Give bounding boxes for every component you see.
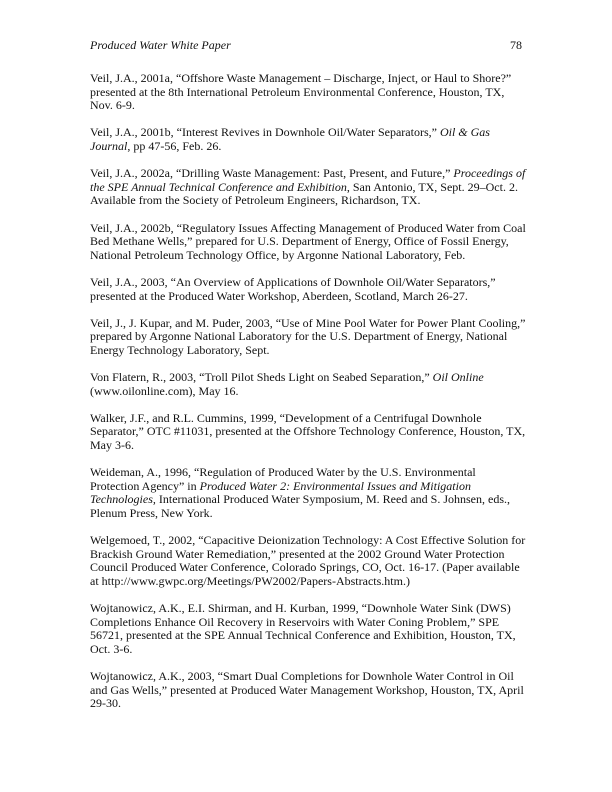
reference-text: (www.oilonline.com), May 16. bbox=[90, 383, 239, 398]
reference-entry bbox=[90, 126, 526, 153]
reference-text: Walker, J.F., and R.L. Cummins, 1999, “Development of a Centrifugal Downhole Separator,” OTC #11031, presented at the Offshore Technology Conference, Houston, TX, May 3-6. bbox=[90, 410, 526, 453]
reference-text: , pp 47-56, Feb. 26. bbox=[127, 138, 222, 153]
reference-entry bbox=[90, 222, 526, 263]
reference-entry bbox=[90, 371, 526, 398]
reference-text: Weideman, A., 1996, “Regulation of Produced Water by the U.S. Environmental Protection Agency” in bbox=[90, 465, 476, 493]
reference-text: Veil, J.A., 2002a, “Drilling Waste Management: Past, Present, and Future,” bbox=[90, 166, 454, 181]
reference-entry bbox=[90, 534, 526, 588]
reference-entry bbox=[90, 317, 526, 358]
reference-text: Wojtanowicz, A.K., 2003, “Smart Dual Completions for Downhole Water Control in Oil and Gas Wells,” presented at Produced Water Management Workshop, Houston, TX, April 29-30. bbox=[90, 669, 524, 711]
reference-text: Veil, J.A., 2002b, “Regulatory Issues Affecting Management of Produced Water from Coal Bed Methane Wells,” prepared for U.S. Department of Energy, Office of Fossil Energy, National Petroleum Technology Office, by Argonne National Laboratory, Feb. bbox=[90, 220, 526, 262]
reference-title-italic: Produced Water 2: Environmental Issues and Mitigation Technologies, bbox=[90, 478, 471, 507]
reference-text: Welgemoed, T., 2002, “Capacitive Deionization Technology: A Cost Effective Solution for Brackish Ground Water Remediation,” presented at the 2002 Ground Water Protection Council Produced Water Conference, Colorado Springs, CO, Oct. 16-17. (Paper available at http://www.gwpc.org/Meetings/PW2002/Papers-Abstracts.htm.) bbox=[90, 533, 526, 588]
reference-entry bbox=[90, 167, 526, 208]
reference-text: Veil, J.A., 2003, “An Overview of Applications of Downhole Oil/Water Separators,” presented at the Produced Water Workshop, Aberdeen, Scotland, March 26-27. bbox=[90, 274, 496, 303]
reference-title-italic: Oil Online bbox=[432, 370, 484, 385]
page-number: 78 bbox=[510, 38, 522, 52]
reference-entry bbox=[90, 670, 526, 711]
reference-text: Wojtanowicz, A.K., E.I. Shirman, and H. Kurban, 1999, “Downhole Water Sink (DWS) Completions Enhance Oil Recovery in Reservoirs with Water Coning Problem,” SPE 56721, presented at the SPE Annual Technical Conference and Exhibition, Houston, TX, Oct. 3-6. bbox=[90, 601, 516, 656]
reference-text: , San Antonio, TX, Sept. 29–Oct. 2. Available from the Society of Petroleum Engineers, Richardson, TX. bbox=[90, 179, 518, 208]
reference-text: Veil, J.A., 2001b, “Interest Revives in Downhole Oil/Water Separators,” bbox=[90, 125, 440, 140]
reference-title-italic: Proceedings of the SPE Annual Technical Conference and Exhibition bbox=[90, 166, 526, 194]
reference-text: International Produced Water Symposium, M. Reed and S. Johnsen, eds., Plenum Press, New York. bbox=[90, 492, 510, 520]
reference-title-italic: Oil & Gas Journal bbox=[90, 125, 490, 153]
running-title: Produced Water White Paper bbox=[90, 38, 231, 52]
reference-text: Von Flatern, R., 2003, “Troll Pilot Sheds Light on Seabed Separation,” bbox=[90, 370, 433, 385]
reference-entry bbox=[90, 466, 526, 520]
reference-text: Veil, J.A., 2001a, “Offshore Waste Management – Discharge, Inject, or Haul to Shore?” presented at the 8th International Petroleum Environmental Conference, Houston, TX, Nov. 6-9. bbox=[90, 71, 512, 113]
reference-list bbox=[90, 72, 526, 711]
reference-entry bbox=[90, 276, 526, 303]
reference-entry bbox=[90, 412, 526, 453]
page-header bbox=[90, 38, 522, 54]
reference-entry bbox=[90, 602, 526, 656]
reference-text: Veil, J., J. Kupar, and M. Puder, 2003, “Use of Mine Pool Water for Power Plant Cooling,” prepared by Argonne National Laboratory for the U.S. Department of Energy, National Energy Technology Laboratory, Sept. bbox=[90, 315, 526, 357]
reference-entry bbox=[90, 72, 526, 113]
